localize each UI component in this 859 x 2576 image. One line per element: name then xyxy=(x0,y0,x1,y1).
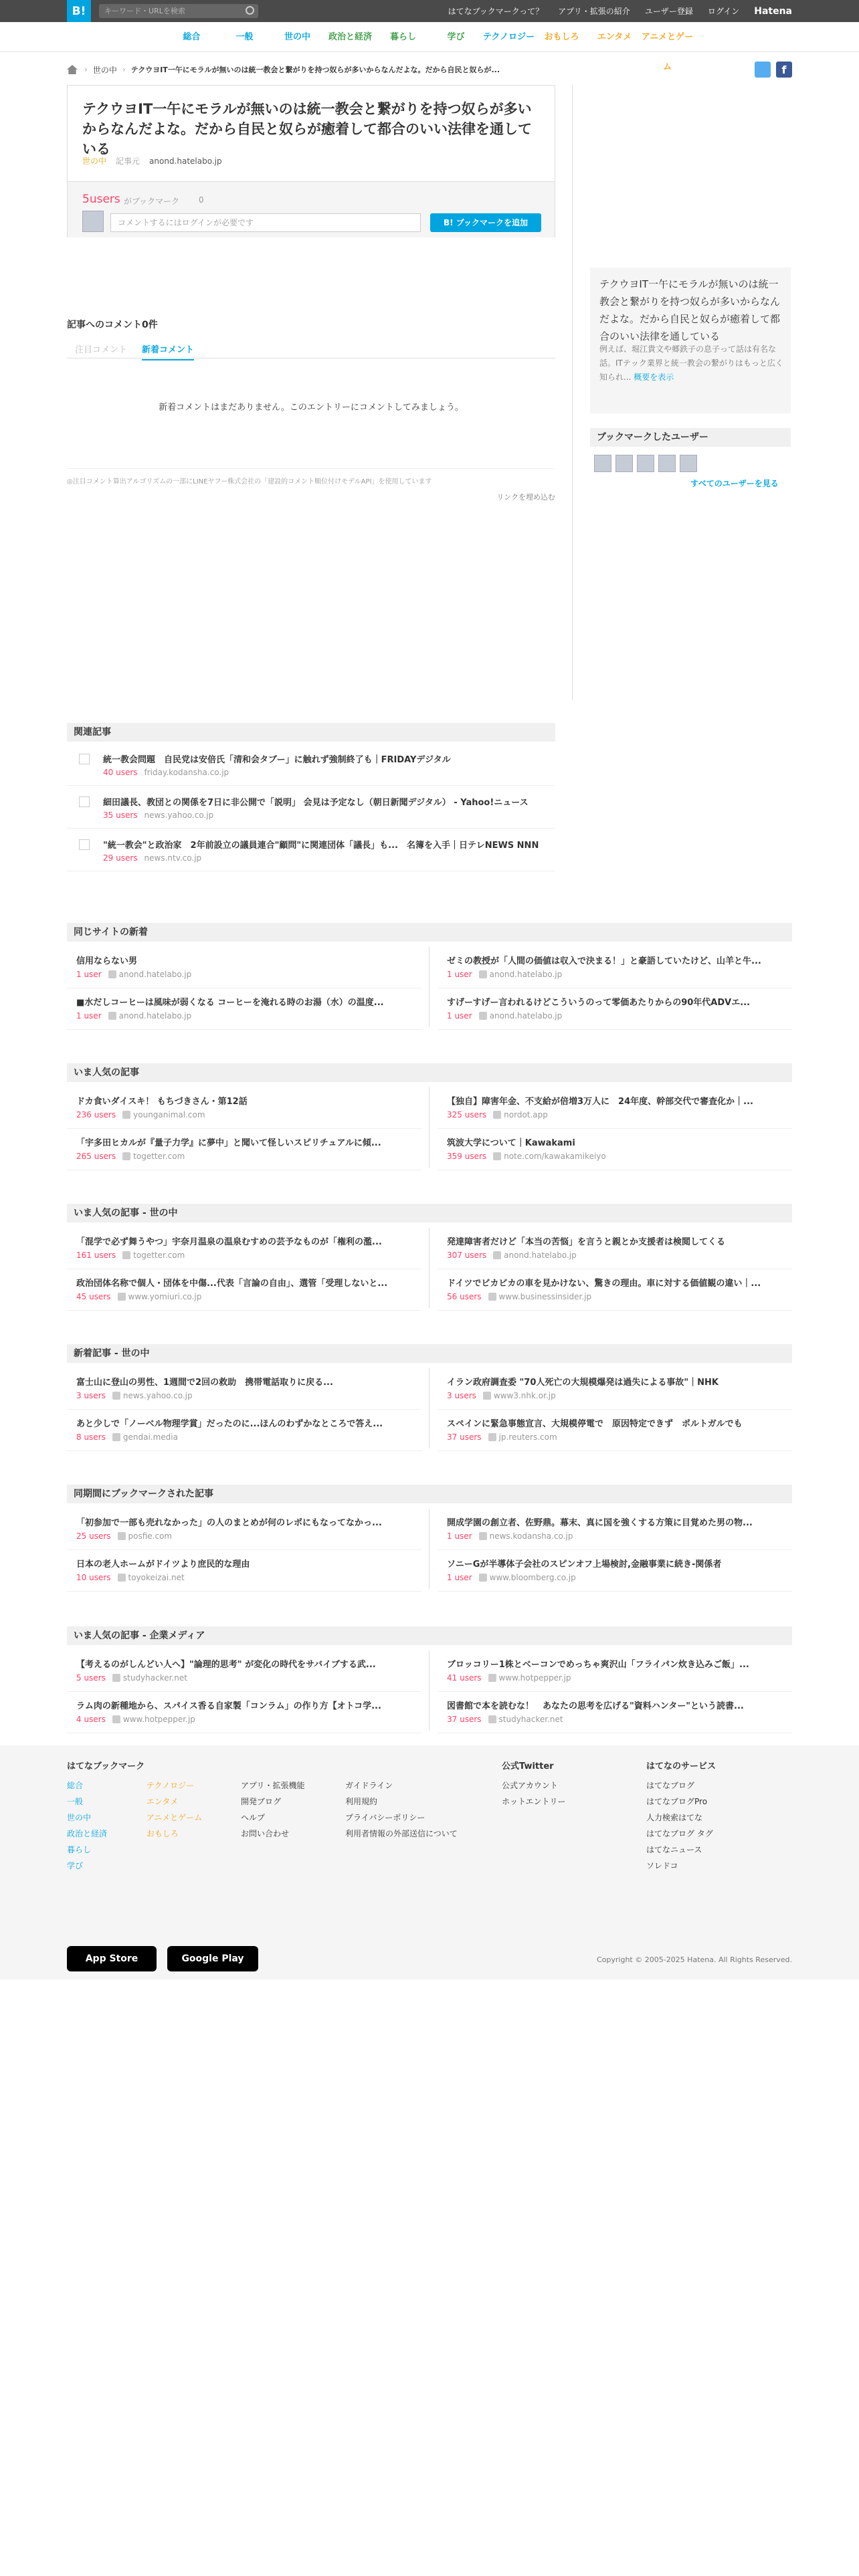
item-meta xyxy=(76,1673,187,1683)
domain[interactable]: www.bloomberg.co.jp xyxy=(489,1573,576,1582)
user-avatar[interactable] xyxy=(680,455,697,472)
favicon-icon xyxy=(112,1433,120,1441)
footer-heading: はてなのサービス xyxy=(646,1761,717,1772)
footer-link[interactable]: エンタメ xyxy=(146,1797,179,1806)
footer-link[interactable]: おもしろ xyxy=(146,1829,179,1838)
list-item[interactable] xyxy=(67,1271,421,1311)
favicon-icon xyxy=(108,970,116,978)
favicon-icon xyxy=(118,1532,126,1540)
domain[interactable]: anond.hatelabo.jp xyxy=(504,1251,577,1260)
category-5[interactable]: 学び xyxy=(447,32,465,42)
list-item[interactable] xyxy=(438,1551,792,1592)
users-count[interactable]: 56 users xyxy=(447,1292,482,1301)
item-title[interactable]: 「初参加で一部も売れなかった」の人のまとめが何のレポにもなってなかっ... xyxy=(76,1518,382,1528)
section-divider xyxy=(429,947,430,1027)
list-item[interactable] xyxy=(438,1411,792,1451)
users-count[interactable]: 265 users xyxy=(76,1152,116,1161)
item-meta xyxy=(447,1531,573,1541)
search-input[interactable]: キーワード・URLを検索 xyxy=(99,4,258,18)
users-count[interactable]: 359 users xyxy=(447,1152,487,1161)
facebook-share-icon[interactable]: f xyxy=(776,62,792,78)
footer-col-app xyxy=(241,1778,305,1842)
list-item[interactable] xyxy=(67,948,421,988)
users-count[interactable]: 3 users xyxy=(76,1391,106,1400)
tab-new-comments[interactable]: 新着コメント xyxy=(142,342,194,360)
domain[interactable]: anond.hatelabo.jp xyxy=(118,1011,192,1021)
footer-link[interactable]: プライバシーポリシー xyxy=(345,1813,425,1822)
item-title[interactable]: 日本の老人ホームがドイツより庶民的な理由 xyxy=(76,1560,250,1570)
domain[interactable]: anond.hatelabo.jp xyxy=(489,970,563,979)
section-divider xyxy=(429,1228,430,1308)
about-link[interactable]: はてなブックマークって？ xyxy=(448,7,544,16)
favicon-icon xyxy=(493,1152,501,1160)
footer-link[interactable]: はてなブログPro xyxy=(646,1797,708,1806)
favicon-icon xyxy=(122,1251,130,1259)
category-6[interactable]: テクノロジー xyxy=(482,32,535,42)
section-heading: いま人気の記事 xyxy=(67,1063,792,1082)
related-meta xyxy=(103,811,213,820)
footer-link[interactable]: テクノロジー xyxy=(146,1781,195,1790)
domain[interactable]: news.ntv.co.jp xyxy=(144,853,202,863)
users-count[interactable]: 45 users xyxy=(76,1292,111,1301)
item-title[interactable]: あと少しで「ノーベル物理学賞」だったのに...ほんのわずかなところで答え... xyxy=(76,1419,383,1429)
favicon-icon xyxy=(118,1293,126,1301)
list-item[interactable] xyxy=(438,990,792,1030)
footer-link[interactable]: はてなブログ タグ xyxy=(646,1829,713,1838)
related-title[interactable]: 細田議長、教団との関係を7日に非公開で「説明」 会見は予定なし（朝日新聞デジタル） - Yahoo!ニュース xyxy=(103,798,529,808)
item-meta xyxy=(447,1573,576,1582)
item-meta xyxy=(447,1432,557,1442)
login-link[interactable]: ログイン xyxy=(707,7,740,16)
user-avatar[interactable] xyxy=(594,455,611,472)
breadcrumb-category[interactable]: 世の中 xyxy=(92,65,117,75)
domain[interactable]: news.yahoo.co.jp xyxy=(144,811,214,820)
list-item[interactable] xyxy=(67,990,421,1030)
entry-meta xyxy=(82,155,222,167)
item-meta xyxy=(76,1152,185,1161)
users-count[interactable]: 4 users xyxy=(76,1715,106,1724)
item-title[interactable]: ソニーGが半導体子会社のスピンオフ上場検討,金融事業に続き-関係者 xyxy=(447,1560,722,1570)
domain[interactable]: studyhacker.net xyxy=(498,1715,563,1724)
item-meta xyxy=(447,1673,571,1683)
avatar xyxy=(82,211,104,232)
users-count[interactable]: 40 users xyxy=(103,768,138,777)
footer-link[interactable]: 一般 xyxy=(67,1797,84,1806)
footer-link[interactable]: 総合 xyxy=(67,1781,84,1790)
favicon-icon xyxy=(479,1532,487,1540)
category-8[interactable]: エンタメ xyxy=(597,32,632,42)
domain[interactable]: anond.hatelabo.jp xyxy=(489,1011,563,1021)
article-icon xyxy=(79,796,90,807)
domain[interactable]: anond.hatelabo.jp xyxy=(118,970,192,979)
favicon-icon xyxy=(112,1674,120,1682)
item-title[interactable]: 筑波大学について｜Kawakami xyxy=(447,1138,575,1148)
users-count[interactable]: 236 users xyxy=(76,1110,116,1119)
favicon-icon xyxy=(488,1433,496,1441)
category-2[interactable]: 世の中 xyxy=(284,32,310,42)
section-heading: 同じサイトの新着 xyxy=(67,923,792,942)
all-users-link[interactable]: すべてのユーザーを見る xyxy=(690,479,779,488)
category-0[interactable]: 総合 xyxy=(183,32,201,42)
footer-heading: 公式Twitter xyxy=(502,1761,554,1772)
breadcrumb: › 世の中 › テクウヨIT一午にモラルが無いのは統一教会と繋がりを持つ奴らが多いからなんだよな。だから自民と奴らが... f xyxy=(67,58,792,82)
item-title[interactable]: 開成学園の創立者、佐野鼎。幕末、真に国を強くする方策に目覚めた男の物... xyxy=(447,1518,753,1528)
tab-popular-comments[interactable]: 注目コメント xyxy=(75,345,128,355)
home-icon[interactable] xyxy=(67,65,78,74)
list-item[interactable] xyxy=(67,1551,421,1592)
item-title[interactable]: すげーすげー言われるけどこういうのって零価あたりからの90年代ADVエ... xyxy=(447,998,751,1008)
footer-link[interactable]: 暮らし xyxy=(67,1845,92,1854)
google-play-badge[interactable]: Google Play xyxy=(167,1946,258,1971)
entry-category[interactable]: 世の中 xyxy=(82,156,107,166)
favicon-icon xyxy=(112,1392,120,1400)
list-item[interactable] xyxy=(438,1693,792,1733)
item-title[interactable]: ドカ食いダイスキ！ もちづきさん・第12話 xyxy=(76,1097,248,1107)
list-item[interactable] xyxy=(438,1510,792,1550)
list-item[interactable] xyxy=(67,1510,421,1550)
section-heading: 同期間にブックマークされた記事 xyxy=(67,1485,792,1503)
item-title[interactable]: 富士山に登山の男性、1週間で2回の救助 携帯電話取りに戻る... xyxy=(76,1378,333,1388)
list-item[interactable] xyxy=(67,1130,421,1170)
domain[interactable]: togetter.com xyxy=(133,1251,185,1260)
item-meta xyxy=(76,1715,195,1724)
list-item[interactable] xyxy=(438,1130,792,1170)
add-bookmark-button[interactable]: B! ブックマークを追加 xyxy=(430,213,541,232)
related-meta xyxy=(103,768,229,777)
bookmark-label: がブックマーク xyxy=(124,197,180,206)
favicon-icon xyxy=(112,1715,120,1723)
search-icon[interactable] xyxy=(246,6,254,15)
category-4[interactable]: 暮らし xyxy=(389,32,416,42)
show-summary-link[interactable]: 概要を表示 xyxy=(634,372,674,382)
section-heading: いま人気の記事 - 世の中 xyxy=(67,1204,792,1222)
domain[interactable]: news.kodansha.co.jp xyxy=(489,1531,573,1541)
users-count[interactable]: 307 users xyxy=(447,1251,487,1260)
list-item[interactable] xyxy=(438,1652,792,1692)
article-icon xyxy=(79,839,90,850)
item-title[interactable]: 「宇多田ヒカルが『量子力学』に夢中」と聞いて怪しいスピリチュアルに傾... xyxy=(76,1138,381,1148)
algorithm-note: ◎注目コメント算出アルゴリズムの一部にLINEヤフー株式会社の「建設的コメント順位付けモデルAPI」を使用しています xyxy=(67,468,555,486)
item-title[interactable]: スペインに緊急事態宣言、大規模停電で 原因特定できず ポルトガルでも xyxy=(447,1419,743,1429)
favicon-icon xyxy=(493,1111,501,1119)
item-meta xyxy=(447,1110,548,1119)
bookmark-area xyxy=(68,181,555,237)
list-item[interactable] xyxy=(438,1229,792,1269)
footer-link[interactable]: 開発ブログ xyxy=(241,1797,282,1806)
related-title[interactable]: "統一教会"と政治家 2年前設立の議員連合"顧問"に関連団体「議長」も... 名簿を入手｜日テレNEWS NNN xyxy=(103,841,539,851)
item-meta xyxy=(76,1110,205,1119)
comment-tabs xyxy=(67,340,555,358)
favicon-icon xyxy=(118,1574,126,1582)
entry-summary-card xyxy=(590,267,791,413)
users-count[interactable]: 3 users xyxy=(447,1391,476,1400)
footer-link[interactable]: 人力検索はてな xyxy=(646,1813,703,1822)
footer-heading: はてなブックマーク xyxy=(67,1761,145,1772)
item-meta xyxy=(76,970,191,979)
footer-link[interactable]: はてなブログ xyxy=(646,1781,695,1790)
item-title[interactable]: 発達障害者だけど「本当の苦悩」を言うと親とか支援者は検閲してくる xyxy=(447,1237,726,1247)
category-9[interactable]: アニメとゲーム xyxy=(641,32,694,72)
list-item[interactable] xyxy=(67,1370,421,1410)
users-count[interactable]: 35 users xyxy=(103,811,138,820)
users-count[interactable]: 325 users xyxy=(447,1110,487,1119)
comment-count: 0 xyxy=(199,195,204,205)
item-title[interactable]: 政治団体名称で個人・団体を中傷...代表「言論の自由」、選管「受理しないと... xyxy=(76,1279,388,1289)
users-count[interactable]: 37 users xyxy=(447,1432,482,1442)
list-item[interactable] xyxy=(67,1089,421,1129)
related-item[interactable] xyxy=(67,788,555,829)
domain[interactable]: www3.nhk.or.jp xyxy=(493,1391,556,1400)
item-meta xyxy=(76,1391,193,1400)
list-item[interactable] xyxy=(67,1229,421,1269)
category-3[interactable]: 政治と経済 xyxy=(328,32,372,42)
item-title[interactable]: ラム肉の新種地から、スパイス香る自家製「コンラム」の作り方【オトコ学... xyxy=(76,1701,381,1711)
footer-link[interactable]: お問い合わせ xyxy=(241,1829,290,1838)
footer-link[interactable]: アプリ・拡張機能 xyxy=(241,1781,305,1790)
domain[interactable]: friday.kodansha.co.jp xyxy=(144,768,229,777)
footer-col-services xyxy=(646,1759,716,1874)
related-meta xyxy=(103,853,201,863)
domain[interactable]: nordot.app xyxy=(504,1110,548,1119)
footer xyxy=(0,1745,859,1979)
favicon-icon xyxy=(122,1111,130,1119)
item-title[interactable]: 【独自】障害年金、不支給が倍増3万人に 24年度、幹部交代で審査化か｜... xyxy=(447,1097,753,1107)
section-divider xyxy=(429,1650,430,1731)
item-title[interactable]: 【考えるのがしんどい人へ】"論理的思考" が変化の時代をサバイブする武... xyxy=(76,1660,376,1670)
item-title[interactable]: 図書館で本を読むな！ あなたの思考を広げる"資料ハンター"という読書... xyxy=(447,1701,744,1711)
favicon-icon xyxy=(479,1574,487,1582)
users-count[interactable]: 41 users xyxy=(447,1673,482,1683)
favicon-icon xyxy=(483,1392,491,1400)
related-title[interactable]: 統一教会問題 自民党は安倍氏「清和会タブー」に触れず強制終了も｜FRIDAYデジタル xyxy=(103,755,451,765)
favicon-icon xyxy=(493,1251,501,1259)
section-heading: いま人気の記事 - 企業メディア xyxy=(67,1626,792,1645)
footer-link[interactable]: 利用規約 xyxy=(345,1797,378,1806)
footer-link[interactable]: ホットエントリー xyxy=(502,1797,566,1806)
app-store-badge[interactable]: App Store xyxy=(67,1946,157,1971)
list-item[interactable] xyxy=(438,948,792,988)
users-count[interactable]: 25 users xyxy=(76,1531,111,1541)
entry-domain[interactable]: anond.hatelabo.jp xyxy=(149,156,222,166)
users-count[interactable]: 1 user xyxy=(76,1011,102,1021)
list-item[interactable] xyxy=(438,1271,792,1311)
register-link[interactable]: ユーザー登録 xyxy=(644,7,693,16)
footer-link[interactable]: 学び xyxy=(67,1861,84,1870)
item-title[interactable]: ゼミの教授が「人間の価値は収入で決まる！」と豪語していたけど、山羊と牛... xyxy=(447,956,761,966)
footer-link[interactable]: ガイドライン xyxy=(345,1781,393,1790)
hatena-bookmark-logo[interactable]: B! xyxy=(67,0,91,22)
users-count[interactable]: 5users xyxy=(82,193,120,206)
domain[interactable]: studyhacker.net xyxy=(122,1673,187,1683)
users-count[interactable]: 10 users xyxy=(76,1573,111,1582)
footer-col-guide xyxy=(345,1778,458,1842)
user-avatar[interactable] xyxy=(637,455,654,472)
favicon-icon xyxy=(122,1152,130,1160)
item-title[interactable]: ブロッコリー1株とベーコンでめっちゃ爽沢山「フライパン炊き込みご飯」... xyxy=(447,1660,749,1670)
user-avatar[interactable] xyxy=(615,455,633,472)
item-title[interactable]: 「混学で必ず舞うやつ」宇奈月温泉の温泉むすめの芸予なものが「権利の濫... xyxy=(76,1237,382,1247)
twitter-share-icon[interactable] xyxy=(755,62,771,78)
domain[interactable]: www.hotpepper.jp xyxy=(122,1715,195,1724)
item-meta xyxy=(447,970,562,979)
embed-link[interactable]: リンクを埋め込む xyxy=(496,493,555,502)
user-avatar[interactable] xyxy=(658,455,676,472)
bookmark-users-heading: ブックマークしたユーザー xyxy=(590,428,791,447)
top-bar xyxy=(0,0,859,22)
users-count[interactable]: 8 users xyxy=(76,1432,106,1442)
footer-link[interactable]: はてなニュース xyxy=(646,1845,702,1854)
users-count[interactable]: 1 user xyxy=(447,970,472,979)
item-title[interactable]: 信用ならない男 xyxy=(76,956,138,966)
item-meta xyxy=(447,1152,606,1161)
domain[interactable]: posfie.com xyxy=(128,1531,173,1541)
users-count[interactable]: 161 users xyxy=(76,1251,116,1260)
item-meta xyxy=(76,1573,185,1582)
domain[interactable]: www.hotpepper.jp xyxy=(498,1673,571,1683)
users-count[interactable]: 1 user xyxy=(447,1573,472,1582)
item-meta xyxy=(76,1011,191,1021)
domain[interactable]: younganimal.com xyxy=(133,1110,205,1119)
users-count[interactable]: 5 users xyxy=(76,1673,106,1683)
footer-link[interactable]: アニメとゲーム xyxy=(146,1813,203,1822)
item-title[interactable]: イラン政府調査委 "70人死亡の大規模爆発は過失による事故"｜NHK xyxy=(447,1378,719,1388)
article-icon xyxy=(79,754,90,764)
list-item[interactable] xyxy=(67,1652,421,1692)
summary-title: テクウヨIT一午にモラルが無いのは統一教会と繋がりを持つ奴らが多いからなんだよな。だから自民と奴らが癒着して都合のいい法律を通している xyxy=(599,278,781,342)
list-item[interactable] xyxy=(438,1089,792,1129)
category-7[interactable]: おもしろ xyxy=(544,32,579,42)
item-meta xyxy=(447,1715,563,1724)
top-links xyxy=(448,0,792,22)
hatena-logo[interactable]: Hatena xyxy=(754,5,792,17)
favicon-icon xyxy=(488,1715,496,1723)
domain[interactable]: news.yahoo.co.jp xyxy=(122,1391,193,1400)
favicon-icon xyxy=(488,1293,496,1301)
section-heading: 新着記事 - 世の中 xyxy=(67,1344,792,1363)
apps-link[interactable]: アプリ・拡張の紹介 xyxy=(558,7,630,16)
domain[interactable]: togetter.com xyxy=(133,1152,185,1161)
item-meta xyxy=(76,1292,201,1301)
item-meta xyxy=(447,1251,577,1260)
entry-title[interactable]: テクウヨIT一午にモラルが無いのは統一教会と繋がりを持つ奴らが多いからなんだよな。だから自民と奴らが癒着して都合のいい法律を通している xyxy=(82,101,532,157)
item-meta xyxy=(76,1432,178,1442)
comment-input[interactable]: コメントするにはログインが必要です xyxy=(110,213,421,232)
users-count[interactable]: 37 users xyxy=(447,1715,482,1724)
list-item[interactable] xyxy=(67,1411,421,1451)
favicon-icon xyxy=(108,1012,116,1020)
list-item[interactable] xyxy=(438,1370,792,1410)
related-item[interactable] xyxy=(67,831,555,871)
footer-link[interactable]: ソレドコ xyxy=(646,1861,678,1870)
domain[interactable]: note.com/kawakamikeiyo xyxy=(504,1152,606,1161)
summary-text: 例えば、堀江貴文や郷鉄子の息子って話は有名な話。ITテック業界と統一教会の繋がりはもっと広く知られ... 概要を表示 xyxy=(599,344,783,382)
source-label: 記事元 xyxy=(116,156,140,166)
related-item[interactable] xyxy=(67,746,555,786)
section-divider xyxy=(429,1509,430,1589)
footer-link[interactable]: 世の中 xyxy=(67,1813,92,1822)
item-meta xyxy=(447,1391,556,1400)
footer-link[interactable]: ヘルプ xyxy=(241,1813,266,1822)
users-count[interactable]: 1 user xyxy=(447,1011,472,1021)
item-title[interactable]: ■水だしコーヒーは風味が弱くなる コーヒーを淹れる時のお湯（水）の温度... xyxy=(76,998,384,1008)
users-count[interactable]: 1 user xyxy=(447,1531,472,1541)
section-divider xyxy=(429,1087,430,1168)
domain[interactable]: jp.reuters.com xyxy=(498,1432,557,1442)
domain[interactable]: toyokeizai.net xyxy=(128,1573,185,1582)
list-item[interactable] xyxy=(67,1693,421,1733)
item-meta xyxy=(76,1251,185,1260)
related-heading: 関連記事 xyxy=(67,723,555,742)
favicon-icon xyxy=(488,1674,496,1682)
footer-link[interactable]: 政治と経済 xyxy=(67,1829,108,1838)
footer-link[interactable]: 公式アカウント xyxy=(502,1781,558,1790)
favicon-icon xyxy=(479,1012,487,1020)
footer-col-twitter xyxy=(502,1759,566,1810)
domain[interactable]: www.yomiuri.co.jp xyxy=(128,1292,202,1301)
domain[interactable]: gendai.media xyxy=(122,1432,178,1442)
footer-link[interactable]: 利用者情報の外部送信について xyxy=(345,1829,458,1838)
item-meta xyxy=(76,1531,172,1541)
domain[interactable]: www.businessinsider.jp xyxy=(498,1292,592,1301)
favicon-icon xyxy=(479,970,487,978)
section-divider xyxy=(429,1368,430,1448)
item-title[interactable]: ドイツでビカビカの車を見かけない、驚きの理由。車に対する価値観の違い｜... xyxy=(447,1279,761,1289)
entry-card xyxy=(67,85,555,237)
users-count[interactable]: 1 user xyxy=(76,970,102,979)
footer-col-bookmark xyxy=(67,1759,202,1874)
item-meta xyxy=(447,1292,591,1301)
item-meta xyxy=(447,1011,562,1021)
column-divider xyxy=(572,85,573,700)
users-count[interactable]: 29 users xyxy=(103,853,138,863)
empty-comments-message: 新着コメントはまだありません。このエントリーにコメントしてみましょう。 xyxy=(159,403,464,413)
breadcrumb-title: テクウヨIT一午にモラルが無いのは統一教会と繋がりを持つ奴らが多いからなんだよな。だから自民と奴らが... xyxy=(130,66,500,74)
comments-heading: 記事へのコメント0件 xyxy=(67,320,158,330)
copyright: Copyright © 2005-2025 Hatena. All Rights Reserved. xyxy=(596,1955,792,1964)
category-1[interactable]: 一般 xyxy=(235,32,254,42)
